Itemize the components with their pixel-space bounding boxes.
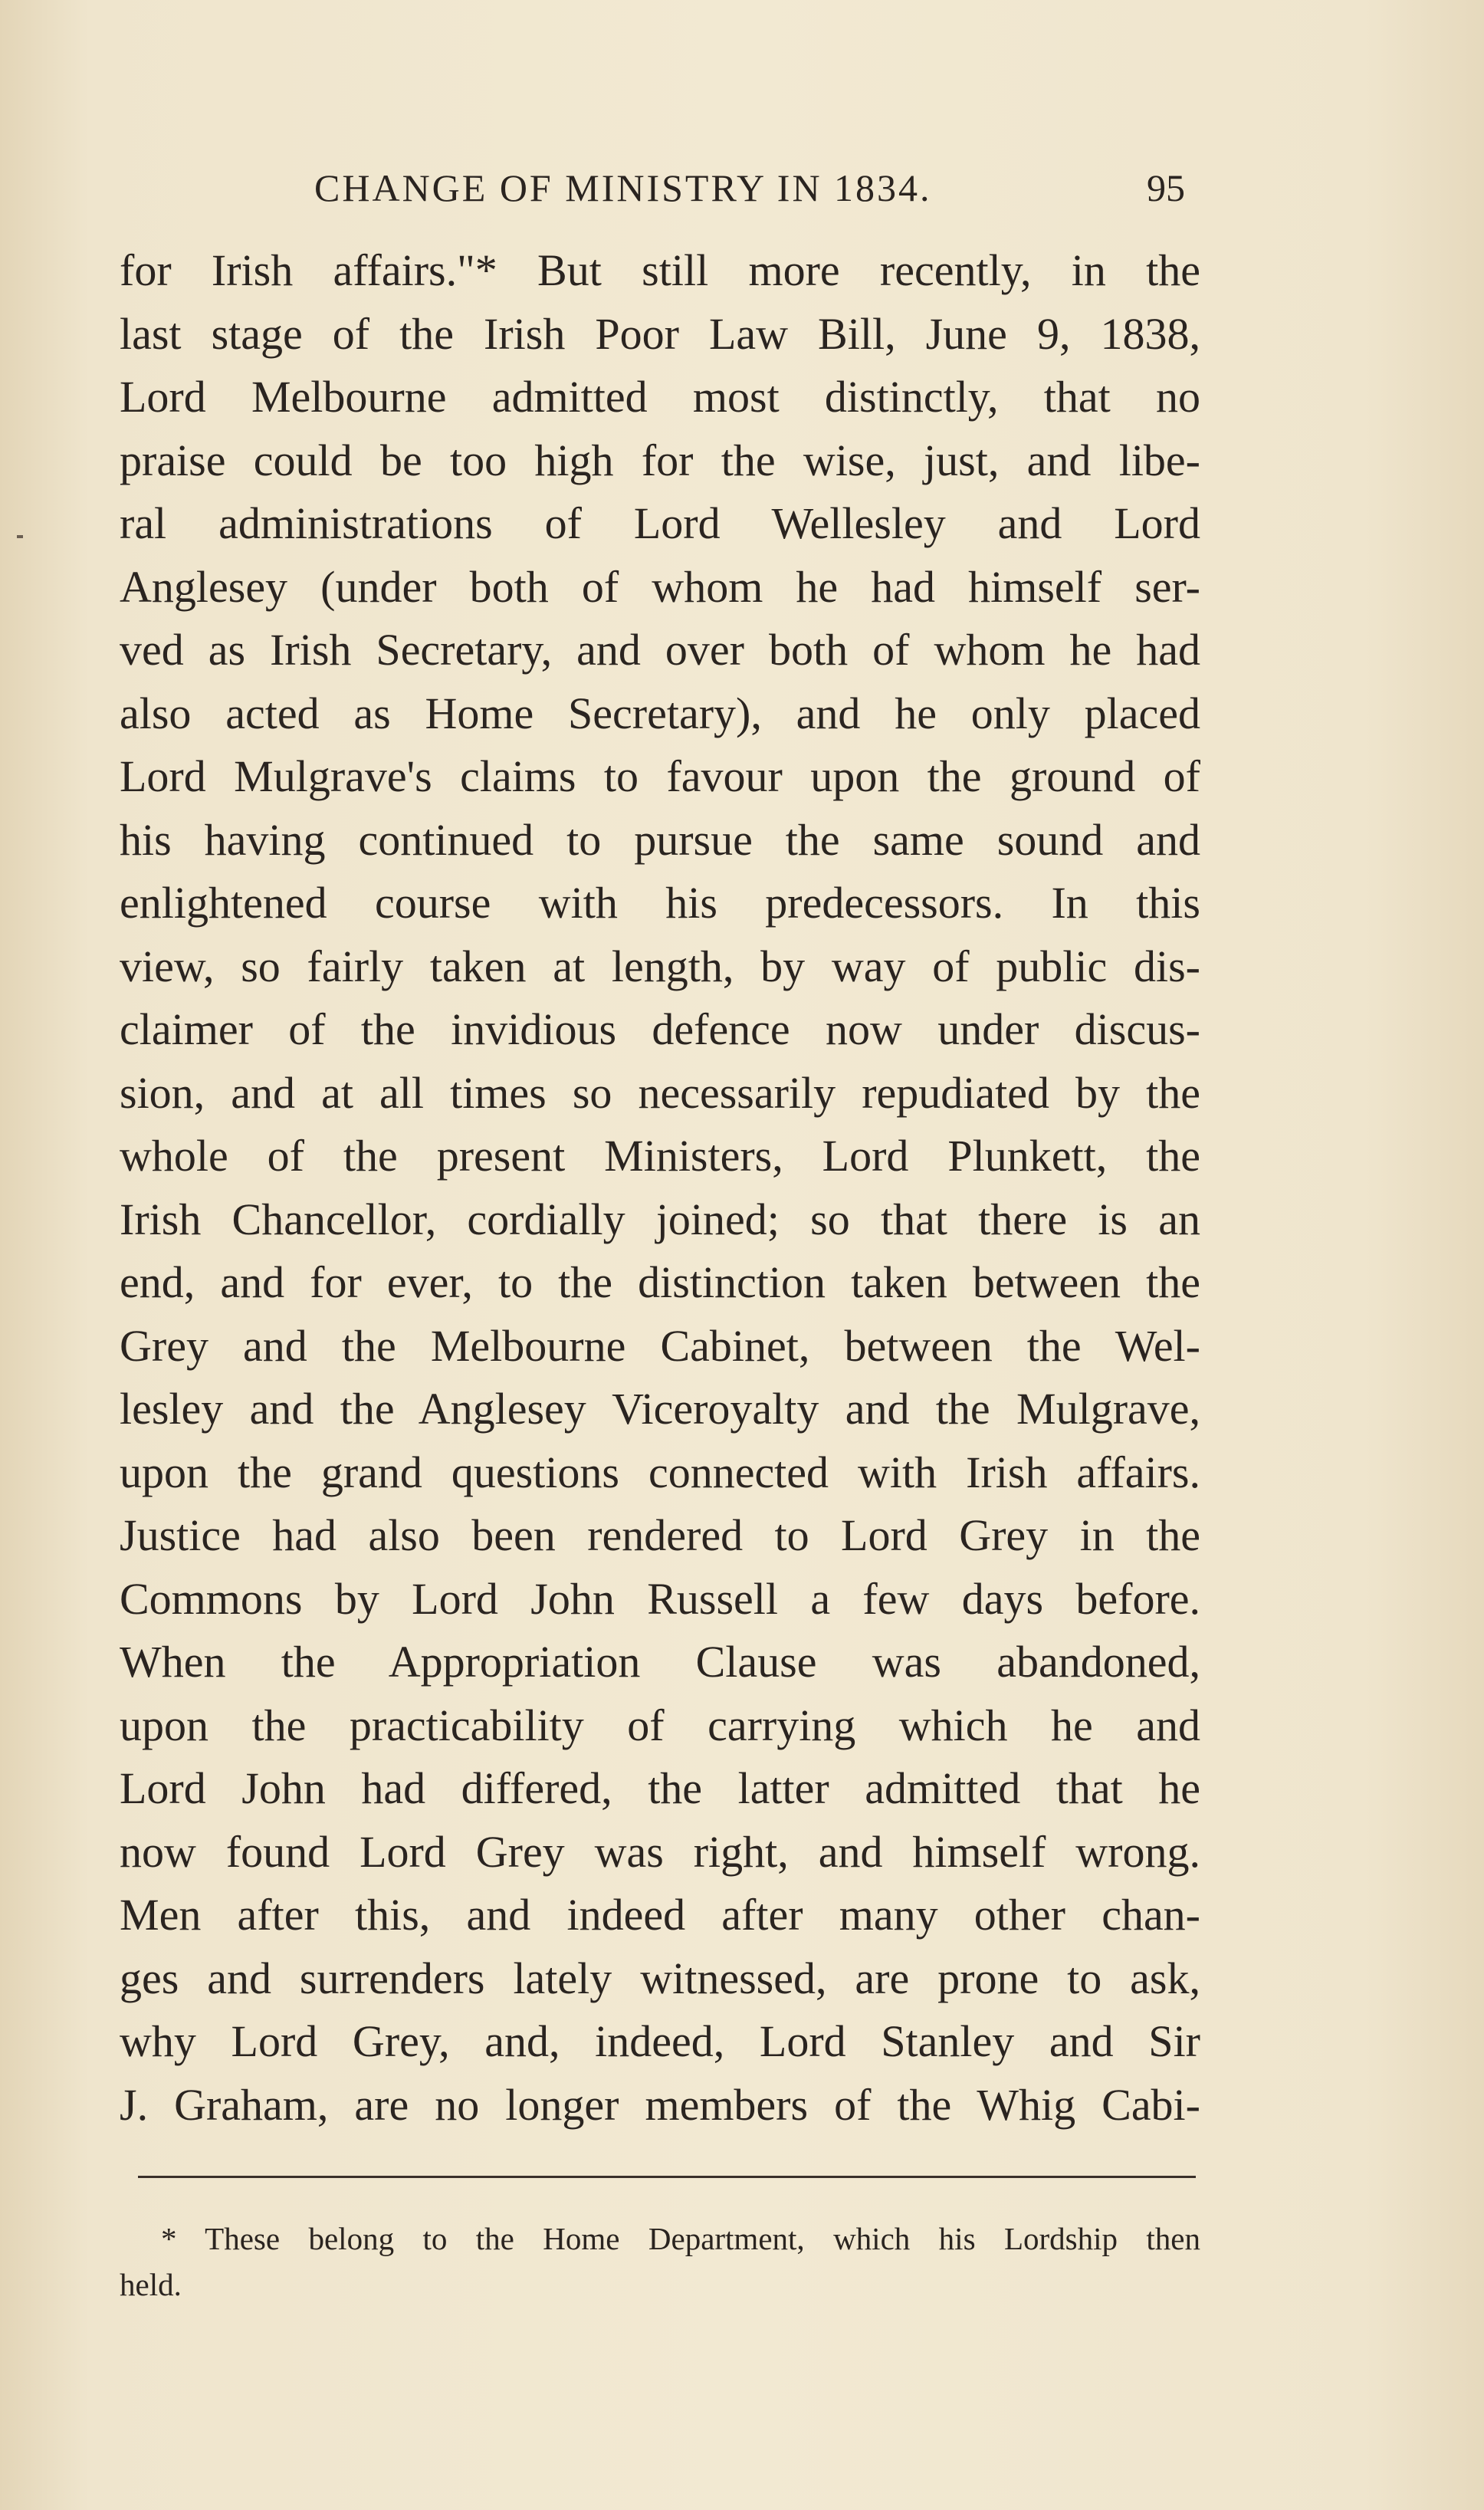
footnote-line: * These belong to the Home Department, which his Lordship then <box>161 2221 1200 2256</box>
text-line: now found Lord Grey was right, and himself wrong. <box>120 1826 1200 1877</box>
text-line: for Irish affairs."* But still more recently, in the <box>120 245 1200 295</box>
text-line: Men after this, and indeed after many other chan- <box>120 1890 1200 1940</box>
text-line: Lord John had differed, the latter admitted that he <box>120 1763 1200 1813</box>
page-number: 95 <box>1147 166 1185 209</box>
text-line: end, and for ever, to the distinction taken between the <box>120 1257 1200 1307</box>
text-line: view, so fairly taken at length, by way of public dis- <box>120 941 1200 991</box>
text-line: whole of the present Ministers, Lord Plunkett, the <box>120 1131 1200 1181</box>
text-line: upon the practicability of carrying which he and <box>120 1700 1200 1750</box>
text-line: claimer of the invidious defence now under discus- <box>120 1004 1200 1054</box>
text-line: upon the grand questions connected with Irish affairs. <box>120 1447 1200 1497</box>
text-line: lesley and the Anglesey Viceroyalty and the Mulgrave, <box>120 1384 1200 1434</box>
text-line: praise could be too high for the wise, just, and libe- <box>120 435 1200 485</box>
text-line: sion, and at all times so necessarily repudiated by the <box>120 1067 1200 1118</box>
text-line: Irish Chancellor, cordially joined; so that there is an <box>120 1194 1200 1244</box>
margin-mark <box>17 535 23 538</box>
text-line: ral administrations of Lord Wellesley and Lord <box>120 498 1200 548</box>
text-line: Lord Mulgrave's claims to favour upon the ground of <box>120 751 1200 801</box>
footnote-rule <box>138 2176 1196 2178</box>
footnote-line: held. <box>120 2267 182 2302</box>
text-line: last stage of the Irish Poor Law Bill, June 9, 1838, <box>120 308 1200 359</box>
text-line: ges and surrenders lately witnessed, are prone to ask, <box>120 1953 1200 2003</box>
text-line: Justice had also been rendered to Lord Grey in the <box>120 1510 1200 1560</box>
running-head <box>0 161 1484 215</box>
text-line: enlightened course with his predecessors. In this <box>120 878 1200 928</box>
text-line: Lord Melbourne admitted most distinctly, that no <box>120 372 1200 422</box>
text-line: J. Graham, are no longer members of the Whig Cabi- <box>120 2079 1200 2130</box>
body-text <box>120 239 1200 2137</box>
running-title: CHANGE OF MINISTRY IN 1834. <box>314 166 932 209</box>
text-line: why Lord Grey, and, indeed, Lord Stanley and Sir <box>120 2016 1200 2066</box>
text-line: also acted as Home Secretary), and he only placed <box>120 688 1200 738</box>
text-line: Grey and the Melbourne Cabinet, between the Wel- <box>120 1320 1200 1371</box>
text-line: ved as Irish Secretary, and over both of whom he had <box>120 625 1200 675</box>
text-line: When the Appropriation Clause was abandoned, <box>120 1637 1200 1687</box>
text-line: Commons by Lord John Russell a few days before. <box>120 1573 1200 1624</box>
text-line: Anglesey (under both of whom he had himself ser- <box>120 561 1200 612</box>
footnote <box>120 2216 1200 2308</box>
text-line: his having continued to pursue the same sound and <box>120 814 1200 865</box>
